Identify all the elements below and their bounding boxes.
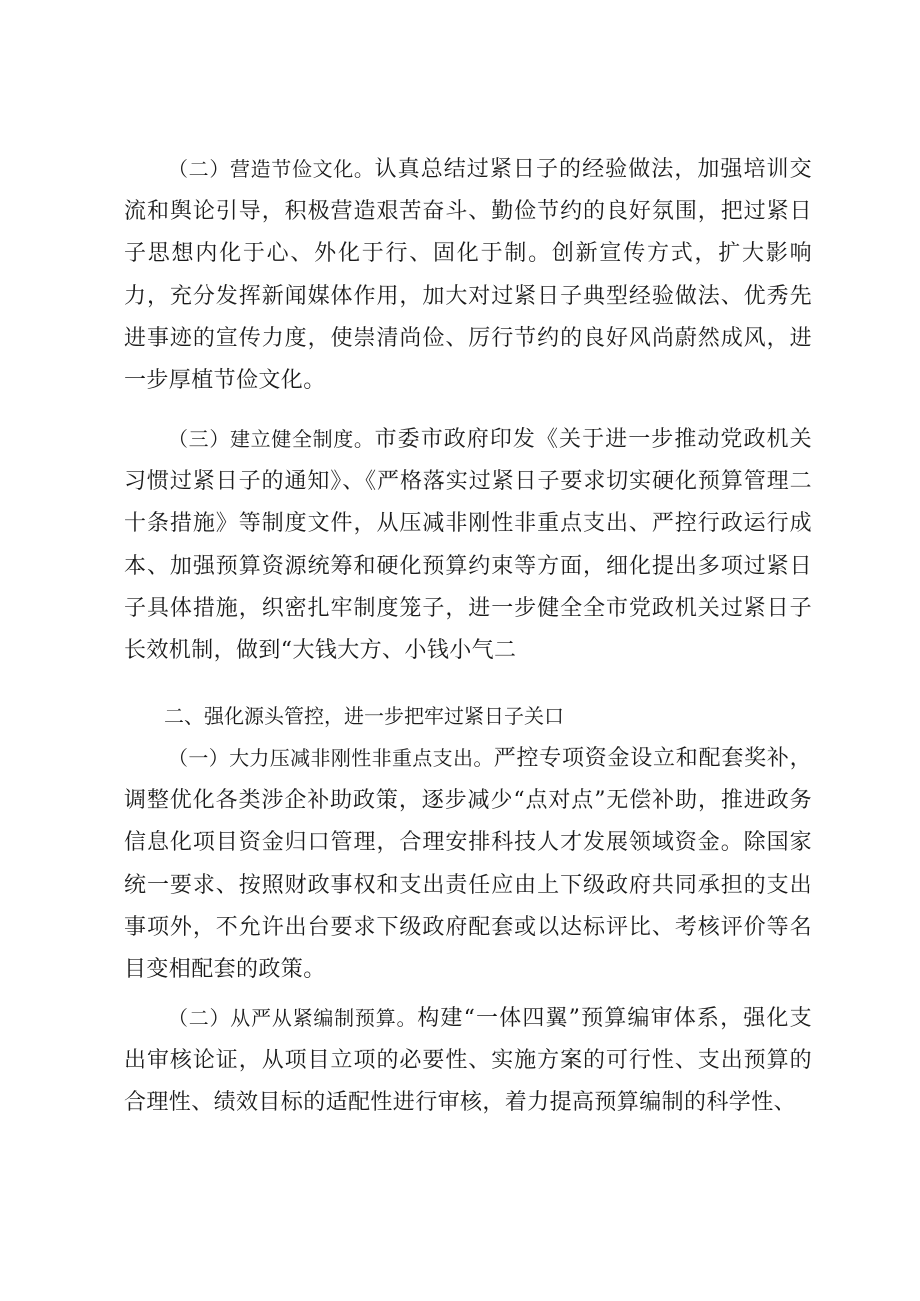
section-heading: 二、强化源头管控，进一步把牢过紧日子关口: [164, 704, 564, 728]
paragraph-lead: （三）建立健全制度。: [168, 427, 375, 451]
paragraph-text: 市委市政府印发《关于进一步推动党政机关习惯过紧日子的通知》、《严格落实过紧日子要求切实硬化预算管理二十条措施》等制度文件，从压减非刚性非重点支出、严控行政运行成本、加强预算资源统筹和硬化预算约束等方面，细化提出多项过紧日子具体措施，织密扎牢制度笼子，进一步健全全市党政机关过紧日子长效机制，做到“大钱大方、小钱小气二: [124, 427, 813, 664]
paragraph-text: 严控专项资金设立和配套奖补，调整优化各类涉企补助政策，逐步减少“点对点”无偿补助，推进政务信息化项目资金归口管理，合理安排科技人才发展领域资金。除国家统一要求、按照财政事权和支出责任应由上下级政府共同承担的支出事项外，不允许出台要求下级政府配套或以达标评比、考核评价等名目变相配套的政策。: [124, 746, 812, 983]
paragraph-lead: （二）营造节俭文化。: [168, 157, 375, 181]
paragraph-build-system: [124, 418, 812, 672]
paragraph-frugal-culture: [124, 148, 812, 402]
paragraph-strict-budget: [124, 997, 812, 1125]
paragraph-lead: （二）从严从紧编制预算。: [168, 1006, 418, 1030]
paragraph-lead: （一）大力压减非刚性非重点支出。: [168, 746, 494, 770]
paragraph-text: 认真总结过紧日子的经验做法，加强培训交流和舆论引导，积极营造艰苦奋斗、勤俭节约的良好氛围，把过紧日子思想内化于心、外化于行、固化于制。创新宣传方式，扩大影响力，充分发挥新闻媒体作用，加大对过紧日子典型经验做法、优秀先进事迹的宣传力度，使崇清尚俭、厉行节约的良好风尚蔚然成风，进一步厚植节俭文化。: [124, 157, 813, 394]
paragraph-reduce-spending: [124, 737, 812, 991]
paragraph-text: 构建“一体四翼”预算编审体系，强化支出审核论证，从项目立项的必要性、实施方案的可行性、支出预算的合理性、绩效目标的适配性进行审核，着力提高预算编制的科学性、: [124, 1006, 813, 1116]
